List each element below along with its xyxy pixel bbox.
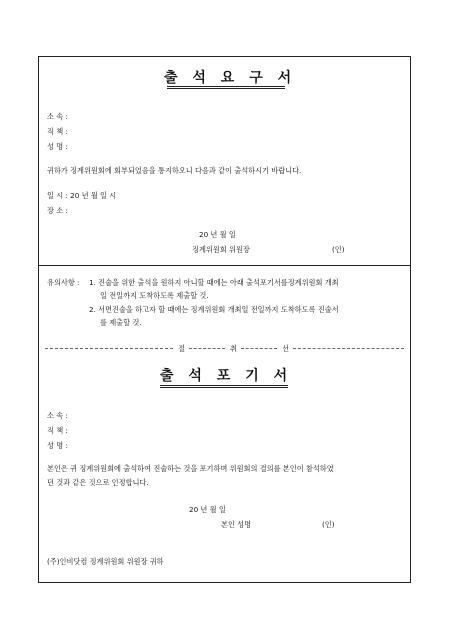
waiver-title: 출 석 포 기 서 — [160, 368, 293, 384]
request-seal: (인) — [332, 245, 345, 254]
cut-line — [45, 344, 404, 354]
waiver-signer: 본인 성명 — [221, 520, 252, 529]
waiver-date-line: 20 년 월 일 — [189, 505, 226, 514]
waiver-seal: (인) — [322, 520, 335, 529]
request-date-line: 20 년 월 일 — [199, 230, 236, 239]
waiver-title-underline — [160, 385, 288, 388]
waiver-field-affiliation: 소 속 : — [47, 411, 68, 420]
cut-line-dash-right — [293, 348, 404, 349]
waiver-field-position: 직 책 : — [47, 426, 68, 435]
request-field-affiliation: 소 속 : — [47, 112, 68, 121]
request-title: 출 석 요 구 서 — [164, 70, 297, 86]
caution-item2-line2: 를 제출할 것. — [100, 318, 142, 327]
request-field-name: 성 명 : — [47, 142, 68, 151]
request-datetime: 일 시 : 20 년 월 일 시 — [47, 191, 117, 200]
caution-item1-line2: 일 전일까지 도착하도록 제출할 것. — [100, 291, 209, 300]
waiver-field-name: 성 명 : — [47, 441, 68, 450]
waiver-statement-line2: 던 것과 같은 것으로 인정합니다. — [47, 478, 149, 487]
section-divider — [39, 265, 410, 266]
caution-item2-line1: 2. 서면진술을 하고자 할 때에는 징계위원회 개최일 전일까지 도착하도록 진술서 — [89, 305, 339, 314]
form-frame — [38, 56, 411, 583]
request-notice: 귀하가 징계위원회에 회부되었음을 통지하오니 다음과 같이 출석하시기 바랍니다. — [47, 166, 302, 175]
request-field-position: 직 책 : — [47, 127, 68, 136]
cut-line-dash-mid2 — [241, 348, 277, 349]
request-title-underline — [167, 86, 285, 89]
cut-line-dash-left — [45, 348, 173, 349]
cut-line-char-2: 취 — [230, 344, 237, 353]
caution-item1-line1: 1. 진술을 위한 출석을 원하지 아니할 때에는 아래 출석포기서를징계위원회 개최 — [89, 278, 339, 287]
cut-line-dash-mid1 — [189, 348, 225, 349]
caution-label: 유의사항 : — [47, 278, 80, 287]
cut-line-char-3: 선 — [282, 344, 289, 353]
waiver-addressee: (주)인비닷컴 징계위원회 위원장 귀하 — [47, 557, 164, 566]
request-place: 장 소 : — [47, 206, 68, 215]
cut-line-char-1: 절 — [178, 344, 185, 353]
waiver-statement-line1: 본인은 귀 징계위원회에 출석하여 진술하는 것을 포기하며 위원회의 결의를 본인이 참석하였 — [47, 464, 334, 473]
request-signer: 징계위원회 위원장 — [192, 245, 250, 254]
